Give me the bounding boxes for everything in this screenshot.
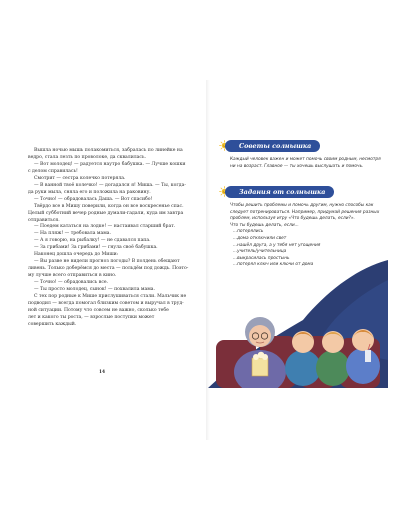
story-line: Наконец дошла очередь до Миши: [34,252,119,258]
story-line: Твёрдо все в Мишу поверили, когда он все воскресенье спас. [34,203,184,209]
advice-line: Каждый человек важен и может помочь своим родным, несмотря [230,157,381,162]
story-line: — Поедем кататься на лодке! — настаивал старший брат. [34,224,176,230]
task-line: ...потерялись [233,229,264,235]
story-line: — Точно! — обрадовались все. [34,280,109,286]
story-line: — На пляж! — требовала мама. [34,231,111,237]
story-line: подводил — всегда помогал близким советом и выручал в труд- [28,300,184,306]
story-line: му лучше всего отправиться в кино. [28,273,117,279]
story-line: ведро, стала лезть по проволоке, да сквалилась. [28,154,146,160]
story-line: совершить каждый. [28,321,77,327]
story-line: С тех пор родные к Мише прислушиваться стали. Мальчик не [34,294,187,300]
task-line: Что ты будешь делать, если... [230,222,299,228]
story-line: с делом справилась! [28,168,78,174]
story-line: — Вот молодец! — радуется наутро бабушка. — Лучше кошки [34,161,186,167]
task-line: ...потерял ключ или ключи от дома [233,262,314,268]
advice-badge: Советы солнышка [225,140,320,152]
task-line: следует потренироваться. Например, придумай решения разных [230,209,380,215]
story-line: отправиться. [28,217,60,223]
story-line: Целый субботний вечер родные думали-гадали, куда им завтра [28,210,184,216]
page-number: 14 [99,370,106,375]
task-line: ...учитель/учительница [233,249,287,255]
story-line: — Вы разве не видели прогноз погоды? В полдень обещают [34,259,180,265]
story-line: — Ты просто молодец, сынок! — похвалила мама. [34,287,155,293]
story-text [28,148,200,329]
story-line: Вышла ночью мышь полакомиться, забралась по линейке на [34,148,183,153]
story-line: ливень. Только доберёмся до места — польдём под дождь. Поэто- [28,266,189,272]
task-line: ...выкрасилась простынь [233,255,290,261]
story-line: — В ванной твоё колечко! — догадался я! Миша. — Ты, когда- [34,182,186,188]
advice-text [230,157,381,170]
story-line: — За грибами! За грибами! — гнула своё бабушка. [34,245,158,251]
task-line: Чтобы решить проблемы и помочь другим, нужно способы как [230,203,374,208]
advice-line: ни на возраст. Главное — ты хочешь выслушать и помочь. [230,163,364,169]
cinema-illustration [208,250,388,388]
story-line: — А я говорю, на рыбалку! — не сдавался папа. [34,238,151,244]
story-line: ной ситуации. Потому что совсем не важно, сколько тебе [28,307,169,313]
story-line: — Точно! — обрадовалась Даша. — Вот спасибо! [34,196,153,202]
story-line: лет и какого ты роста, — взрослые поступки может [28,314,155,320]
task-line: проблем, используя игру «Что будешь делать, если?». [230,216,355,222]
story-line: да руки мыла, сняла его и положила на раковину. [28,189,151,195]
story-line: Смотрит — сестра колечко потеряла. [34,175,126,181]
tasks-badge: Задания от солнышка [225,186,334,198]
task-line: ...дома отключили свет [233,235,287,241]
task-line: ...нашёл друга, а у тебя нет угощения [233,242,321,248]
